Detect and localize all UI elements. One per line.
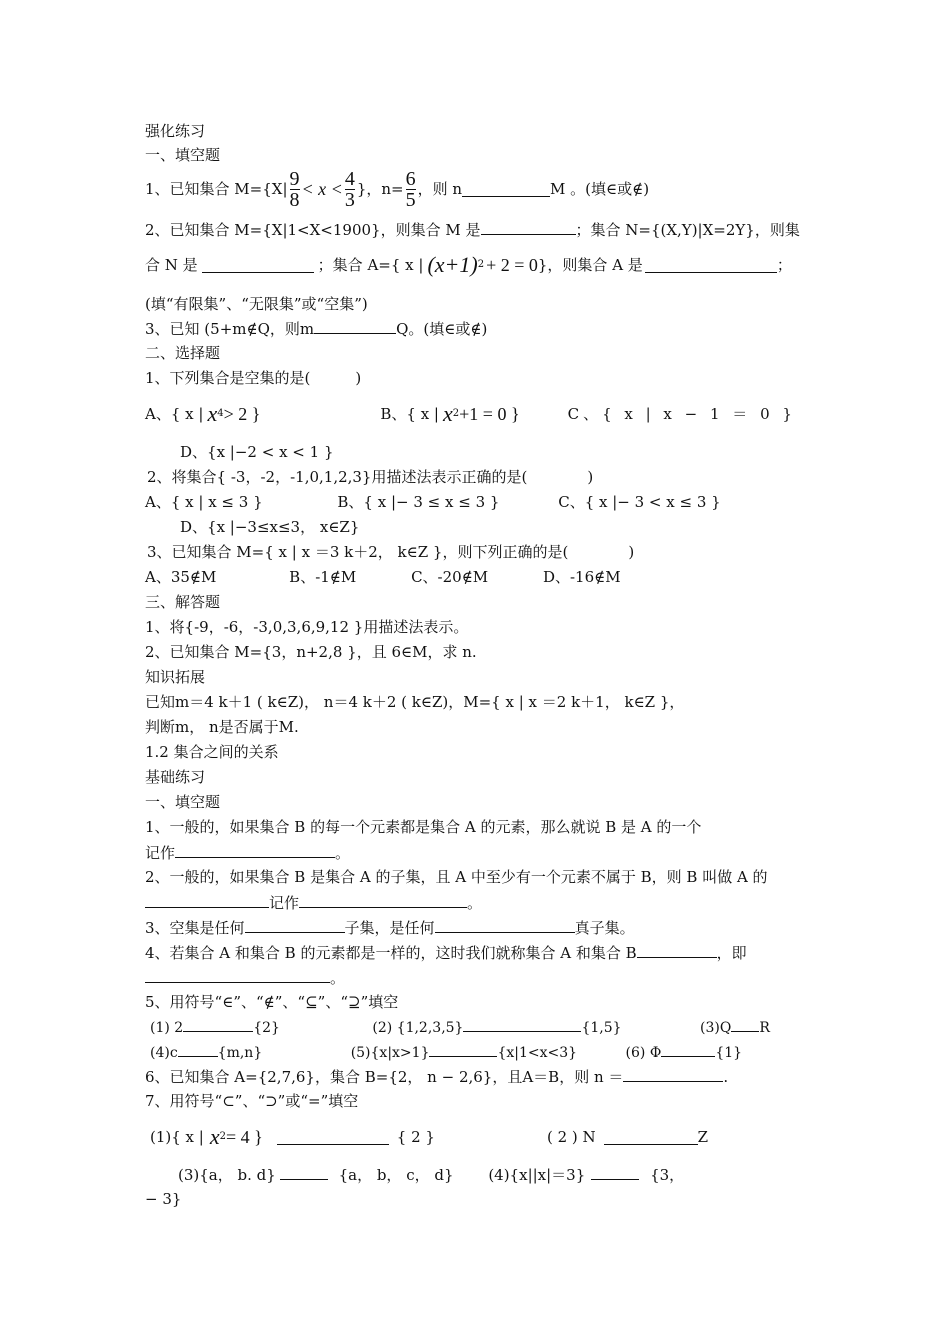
option-A: A、{ x | (145, 405, 204, 423)
q6-end: . (723, 1068, 729, 1086)
q2-text-b: ；集合 N={(X,Y)|X=2Y}，则集 (575, 221, 800, 239)
question-1 (145, 166, 649, 212)
q3-text-a: 3、已知 (5+m∉Q，则m (145, 320, 315, 338)
answer-blank[interactable] (183, 1016, 253, 1032)
q7-3: (3){a， b. d} (178, 1166, 276, 1184)
choice-3-options (145, 567, 621, 587)
s2-question-7-row-2 (178, 1164, 684, 1185)
answer-blank[interactable] (623, 1066, 723, 1082)
choice-2-options (145, 492, 721, 512)
q5-2-set: {1,5} (581, 1020, 622, 1036)
q2-text-c: 合 N 是 (145, 256, 198, 274)
option-B-var: x (443, 401, 453, 426)
option-A-rest: > 2 } (223, 404, 261, 424)
s2-question-6 (145, 1066, 728, 1087)
q3-text-c: 真子集。 (574, 919, 635, 937)
answer-blank[interactable] (145, 967, 330, 983)
s2-question-5-row-2 (150, 1041, 742, 1063)
fill-heading-2: 一、填空题 (145, 793, 221, 811)
q7-2: ( 2 ) N (546, 1128, 596, 1146)
answer-blank[interactable] (463, 1016, 581, 1032)
q2-end: 。 (467, 894, 483, 912)
option-D: D、-16∉M (542, 568, 621, 586)
question-2-line-2 (145, 250, 792, 280)
q5-1-set: {2} (253, 1020, 280, 1036)
fraction-4-3: $\frac{4}{3}$ (344, 167, 355, 211)
q3-text-b: 子集，是任何 (344, 919, 435, 937)
option-A-var: x (207, 401, 218, 426)
q2-label: 记作 (269, 894, 300, 912)
answer-blank[interactable] (299, 892, 467, 908)
answer-blank[interactable] (178, 1041, 218, 1057)
q4-text-a: 4、若集合 A 和集合 B 的元素都是一样的，这时我们就称集合 A 和集合 B (145, 944, 637, 962)
problem-2: 2、已知集合 M={3，n+2,8 }，且 6∈M，求 n. (145, 643, 477, 661)
answer-blank[interactable] (202, 257, 314, 273)
q1-inequality: < x < (301, 179, 343, 199)
answer-blank[interactable] (481, 219, 576, 235)
option-A: A、{ x | x ≤ 3 } (145, 493, 263, 511)
q5-3-set: R (759, 1020, 770, 1036)
option-C: C、{ x |− 3 < x ≤ 3 } (558, 493, 721, 511)
s2-question-2-line-1: 2、一般的，如果集合 B 是集合 A 的子集，且 A 中至少有一个元素不属于 B，则 B 叫做 A 的 (145, 868, 768, 886)
q7-1: (1){ x | (150, 1128, 204, 1146)
problem-1: 1、将{-9，-6，-3,0,3,6,9,12 }用描述法表示。 (145, 618, 469, 636)
q3-text-b: Q。(填∈或∉) (396, 320, 488, 338)
q7-1-exp: 2 (219, 1131, 226, 1142)
fraction-6-5: $\frac{6}{5}$ (405, 167, 416, 211)
q5-4: (4)c (150, 1045, 178, 1061)
option-D: D、{x |−2 < x < 1 } (180, 443, 334, 461)
q7-4: (4){x||x|＝3} (488, 1166, 586, 1184)
q1-text-b: }，n= (356, 180, 404, 198)
option-B: B、{ x |− 3 ≤ x ≤ 3 } (337, 493, 500, 511)
q6-text: 6、已知集合 A={2,7,6}，集合 B={2， n − 2,6}，且A＝B，则 n ＝ (145, 1068, 624, 1086)
s2-question-1-line-1: 1、一般的，如果集合 B 的每一个元素都是集合 A 的元素，那么就说 B 是 A 的一个 (145, 818, 702, 836)
extension-line-1: 已知m＝4 k＋1 ( k∈Z)， n＝4 k＋2 ( k∈Z)，M={ x | x ＝2 k＋1， k∈Z }， (145, 693, 685, 711)
q1-label: 记作 (145, 844, 176, 862)
q5-4-set: {m,n} (217, 1045, 263, 1061)
answer-blank[interactable] (637, 942, 717, 958)
s2-question-3 (145, 917, 635, 938)
s2-question-7-row-3: − 3} (145, 1190, 182, 1208)
q7-4-set: {3， (650, 1166, 685, 1184)
answer-blank[interactable] (435, 917, 575, 933)
question-2-line-1 (145, 219, 800, 240)
choice-1-options (145, 400, 796, 428)
q5-6: (6) Φ (625, 1045, 662, 1061)
section-title: 1.2 集合之间的关系 (145, 743, 279, 761)
extension-line-2: 判断m， n是否属于M. (145, 718, 299, 736)
s2-question-2-line-2 (145, 892, 482, 913)
s2-question-7: 7、用符号“⊂”、“⊃”或“=”填空 (145, 1092, 359, 1110)
q7-1-set: { 2 } (396, 1128, 435, 1146)
choice-3: 3、已知集合 M={ x | x ＝3 k＋2， k∈Z }，则下列正确的是( ) (147, 543, 635, 561)
q2-text-i: ； (776, 256, 792, 274)
q5-3: (3)Q (700, 1020, 732, 1036)
option-B: B、-1∉M (289, 568, 357, 586)
q1-text-a: 1、已知集合 M={X| (145, 180, 288, 198)
option-C: C、-20∉M (411, 568, 489, 586)
exercise-title: 强化练习 (145, 122, 206, 140)
q5-5: (5){x|x>1} (350, 1045, 430, 1061)
q5-2: (2) {1,2,3,5} (372, 1020, 464, 1036)
q5-1: (1) 2 (150, 1020, 184, 1036)
q2-note: (填“有限集”、“无限集”或“空集”) (145, 295, 368, 313)
s2-question-4-line-1 (145, 942, 747, 963)
s2-question-1-line-2 (145, 842, 350, 863)
fraction-9-8: $\frac{9}{8}$ (289, 167, 300, 211)
s2-question-7-row-1 (150, 1122, 708, 1152)
fill-heading: 一、填空题 (145, 146, 221, 164)
answer-blank[interactable] (731, 1016, 759, 1032)
q7-1-rest: = 4 } (225, 1127, 263, 1147)
q7-3-set: {a， b， c， d} (338, 1166, 454, 1184)
q2-text-h: }，则集合 A 是 (537, 256, 643, 274)
q2-equation: + 2 = 0 (486, 255, 538, 275)
option-B: B、{ x | (380, 405, 439, 423)
option-A-exp: 4 (217, 408, 224, 419)
s2-question-4-line-2 (145, 967, 345, 988)
answer-blank[interactable] (145, 892, 269, 908)
answer-blank[interactable] (245, 917, 345, 933)
extension-heading: 知识拓展 (145, 668, 206, 686)
choice-1: 1、下列集合是空集的是( ) (145, 369, 362, 387)
q2-text-a: 2、已知集合 M={X|1<X<1900}，则集合 M 是 (145, 221, 481, 239)
option-A: A、35∉M (145, 568, 217, 586)
s2-question-5-row-1 (150, 1016, 770, 1038)
q1-text-c: ，则 n (417, 180, 463, 198)
option-B-rest: +1 = 0 } (459, 404, 520, 424)
q1-text-d: M 。(填∈或∉) (550, 180, 650, 198)
answer-blank[interactable] (314, 318, 396, 334)
option-C: C、{ x | x − 1 ＝ 0 } (567, 405, 796, 423)
answer-blank[interactable] (462, 181, 550, 197)
q3-text-a: 3、空集是任何 (145, 919, 245, 937)
answer-blank[interactable] (645, 257, 777, 273)
answer-blank[interactable] (280, 1164, 328, 1180)
choice-heading: 二、选择题 (145, 344, 221, 362)
q2-text-d: ；集合 A={ x | (317, 256, 424, 274)
q7-2-set: Z (697, 1128, 709, 1146)
solve-heading: 三、解答题 (145, 593, 221, 611)
q1-end: 。 (335, 844, 351, 862)
q5-6-set: {1} (715, 1045, 743, 1061)
answer-blank[interactable] (429, 1041, 497, 1057)
q2-exponent: 2 (477, 259, 485, 270)
q4-end: 。 (330, 969, 346, 987)
q5-5-set: {x|1<x<3} (497, 1045, 578, 1061)
choice-2: 2、将集合{ -3，-2，-1,0,1,2,3}用描述法表示正确的是( ) (147, 468, 594, 486)
q4-text-b: ，即 (716, 944, 747, 962)
answer-blank[interactable] (661, 1041, 715, 1057)
q7-1-var: x (209, 1124, 220, 1149)
answer-blank[interactable] (277, 1129, 389, 1145)
answer-blank[interactable] (591, 1164, 639, 1180)
s2-question-5: 5、用符号“∈”、“∉”、“⊆”、“⊇”填空 (145, 993, 399, 1011)
answer-blank[interactable] (604, 1129, 698, 1145)
option-D: D、{x |−3≤x≤3， x∈Z} (180, 518, 360, 536)
q2-expr: (x+1) (427, 252, 478, 277)
basic-title: 基础练习 (145, 768, 206, 786)
question-3 (145, 318, 487, 339)
option-B-exp: 2 (452, 408, 460, 419)
answer-blank[interactable] (175, 842, 335, 858)
